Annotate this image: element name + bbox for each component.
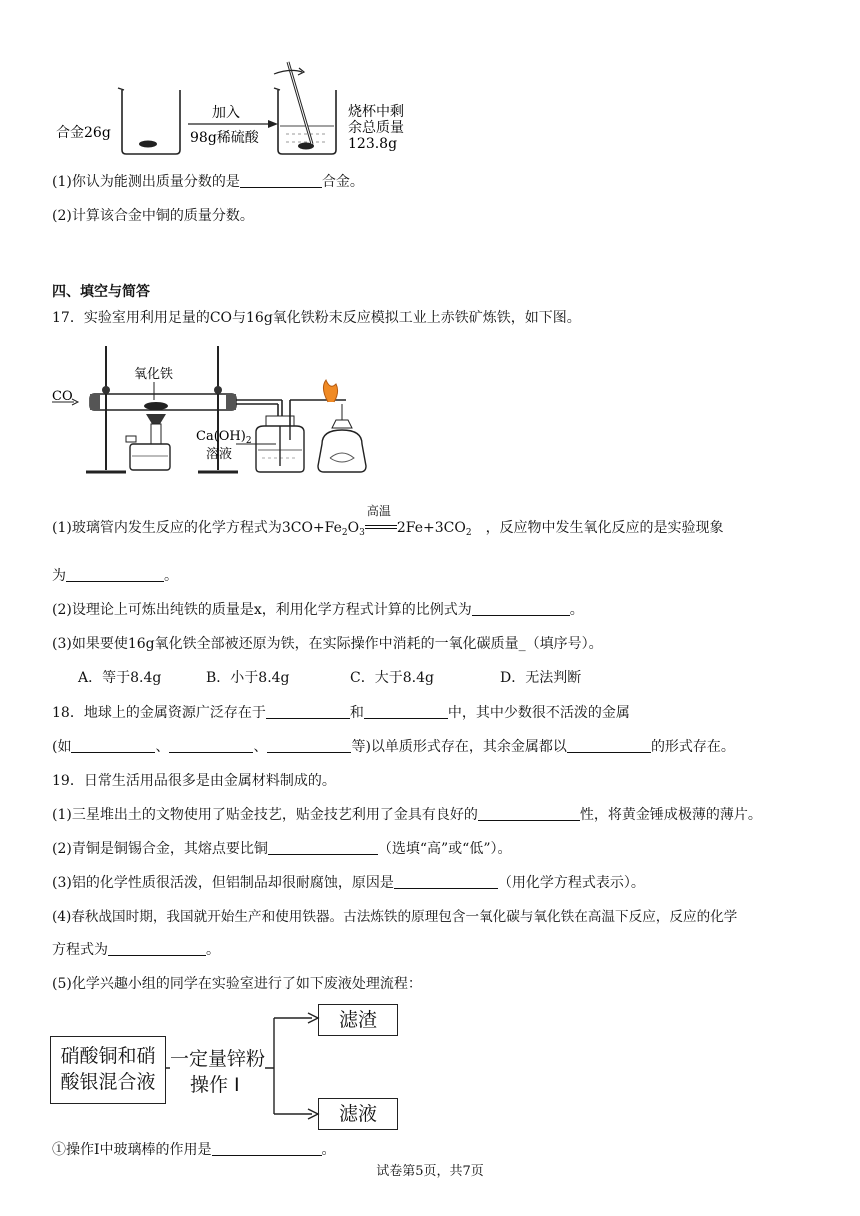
answer-blank[interactable] bbox=[478, 805, 580, 821]
q19-sub1-pre: ①操作I中玻璃棒的作用是 bbox=[52, 1142, 212, 1158]
answer-blank[interactable] bbox=[267, 737, 351, 753]
q17-p2-pre: (2)设理论上可炼出纯铁的质量是x，利用化学方程式计算的比例式为 bbox=[52, 602, 472, 618]
q19-part2 bbox=[52, 839, 511, 859]
answer-blank[interactable] bbox=[169, 737, 253, 753]
q18-text: 和 bbox=[349, 705, 364, 721]
flow-operation-label: 操作 I bbox=[190, 1074, 240, 1096]
option-b[interactable]: B．小于8.4g bbox=[206, 670, 290, 686]
q19-part1 bbox=[52, 805, 762, 825]
q17-part2 bbox=[52, 600, 584, 620]
answer-blank[interactable] bbox=[108, 940, 206, 956]
section-heading: 四、填空与简答 bbox=[52, 284, 150, 300]
flow-filtrate-box: 滤液 bbox=[318, 1098, 398, 1130]
q17-part1-line2 bbox=[52, 566, 178, 586]
alloy-beaker-figure bbox=[50, 58, 430, 158]
flow-source-l2: 酸银混合液 bbox=[60, 1071, 156, 1093]
answer-blank[interactable] bbox=[364, 703, 448, 719]
q19-part3 bbox=[52, 873, 645, 893]
q19-sub1-post: 。 bbox=[321, 1142, 336, 1158]
q19-stem: 19．日常生活用品很多是由金属材料制成的。 bbox=[52, 773, 336, 789]
q18-text: 等)以单质形式存在，其余金属都以 bbox=[351, 739, 567, 755]
flow-source-l1: 硝酸铜和硝 bbox=[60, 1045, 156, 1067]
q18-text: 、 bbox=[253, 739, 268, 755]
q18-text: 的形式存在。 bbox=[650, 739, 735, 755]
q16-part1 bbox=[52, 172, 364, 192]
fig2-iron-oxide-label: 氧化铁 bbox=[134, 367, 174, 382]
answer-blank[interactable] bbox=[240, 172, 322, 188]
q19-p1-post: 性，将黄金锤成极薄的薄片。 bbox=[579, 807, 762, 823]
fig1-arrow-top: 加入 bbox=[212, 105, 240, 121]
reaction-products: 2Fe+3CO bbox=[396, 520, 466, 536]
answer-blank[interactable] bbox=[567, 737, 651, 753]
q16-p1-pre: (1)你认为能测出质量分数的是 bbox=[52, 174, 240, 190]
fig1-right-l1: 烧杯中剩 bbox=[348, 104, 404, 120]
fig2-caoh-label: $Ca(OH)_2$ bbox=[196, 429, 252, 446]
q19-p1-pre: (1)三星堆出土的文物使用了贴金技艺，贴金技艺利用了金具有良好的 bbox=[52, 807, 478, 823]
fig2-solution-label: 溶液 bbox=[206, 447, 233, 462]
page-footer: 试卷第5页，共7页 bbox=[376, 1164, 484, 1179]
q19-p3-pre: (3)铝的化学性质很活泼，但铝制品却很耐腐蚀，原因是 bbox=[52, 875, 394, 891]
q19-p4-pre: 方程式为 bbox=[52, 942, 108, 958]
q18-text: (如 bbox=[52, 739, 72, 755]
q17-p1-line2-post: 。 bbox=[164, 568, 178, 584]
q18-text: 、 bbox=[155, 739, 170, 755]
answer-blank[interactable] bbox=[66, 566, 164, 582]
answer-blank[interactable] bbox=[472, 600, 570, 616]
equals-sign bbox=[365, 525, 397, 529]
fig1-right-l2: 余总质量 bbox=[348, 120, 404, 136]
option-a[interactable]: A．等于8.4g bbox=[78, 670, 162, 686]
q17-p1-line2-pre: 为 bbox=[52, 568, 66, 584]
q19-p2-post: （选填“高”或“低”）。 bbox=[377, 841, 512, 857]
q17-stem: 17．实验室用利用足量的CO与16g氧化铁粉末反应模拟工业上赤铁矿炼铁，如下图。 bbox=[52, 310, 581, 326]
q17-p2-post: 。 bbox=[569, 602, 584, 618]
condition-high-temp: 高温 bbox=[366, 504, 391, 518]
flow-reagent-label: 一定量锌粉 bbox=[170, 1044, 265, 1071]
q17-options bbox=[78, 668, 581, 688]
q19-p4-post: 。 bbox=[206, 942, 220, 958]
q16-part2: (2)计算该合金中铜的质量分数。 bbox=[52, 208, 254, 224]
q18-line1 bbox=[52, 703, 630, 723]
q19-part4-line2 bbox=[52, 940, 220, 960]
q17-p1-text: (1)玻璃管内发生反应的化学方程式为3CO+Fe bbox=[52, 520, 342, 536]
reaction-condition bbox=[365, 504, 397, 538]
q17-part1 bbox=[52, 504, 724, 543]
oxygen-symbol: O bbox=[347, 520, 360, 536]
co-reduction-apparatus-figure bbox=[50, 340, 370, 482]
fig1-right-l3: 123.8g bbox=[348, 136, 398, 152]
subscript: 3 bbox=[359, 528, 365, 538]
option-c[interactable]: C．大于8.4g bbox=[350, 670, 434, 686]
q19-p3-post: （用化学方程式表示）。 bbox=[497, 875, 645, 891]
fig1-arrow-bottom: 98g稀硫酸 bbox=[190, 130, 259, 146]
subscript: 2 bbox=[341, 528, 348, 538]
q18-text: 18．地球上的金属资源广泛存在于 bbox=[52, 705, 266, 721]
q18-line2 bbox=[52, 737, 735, 757]
q19-sub1 bbox=[52, 1140, 336, 1160]
q17-p1-post: ，反应物中发生氧化反应的是实验现象 bbox=[485, 520, 724, 536]
q19-part5: (5)化学兴趣小组的同学在实验室进行了如下废液处理流程： bbox=[52, 976, 422, 992]
answer-blank[interactable] bbox=[212, 1140, 322, 1156]
q19-p2-pre: (2)青铜是铜锡合金，其熔点要比铜 bbox=[52, 841, 268, 857]
answer-blank[interactable] bbox=[71, 737, 155, 753]
q19-part4-line1: (4)春秋战国时期，我国就开始生产和使用铁器。古法炼铁的原理包含一氧化碳与氧化铁在高温下反应，反应的化学 bbox=[52, 909, 738, 925]
flow-residue-box: 滤渣 bbox=[318, 1004, 398, 1036]
subscript: 2 bbox=[465, 528, 472, 538]
option-d[interactable]: D．无法判断 bbox=[500, 670, 582, 686]
fig1-label-left: 合金26g bbox=[56, 125, 111, 141]
answer-blank[interactable] bbox=[268, 839, 378, 855]
answer-blank[interactable] bbox=[394, 873, 498, 889]
q16-p1-post: 合金。 bbox=[321, 174, 364, 190]
flow-source-box bbox=[50, 1036, 166, 1104]
fig2-co-label: CO bbox=[52, 389, 73, 404]
answer-blank[interactable] bbox=[266, 703, 350, 719]
q17-part3: (3)如果要使16g氧化铁全部被还原为铁，在实际操作中消耗的一氧化碳质量_（填序号）。 bbox=[52, 636, 603, 652]
q18-text: 中，其中少数很不活泼的金属 bbox=[447, 705, 630, 721]
